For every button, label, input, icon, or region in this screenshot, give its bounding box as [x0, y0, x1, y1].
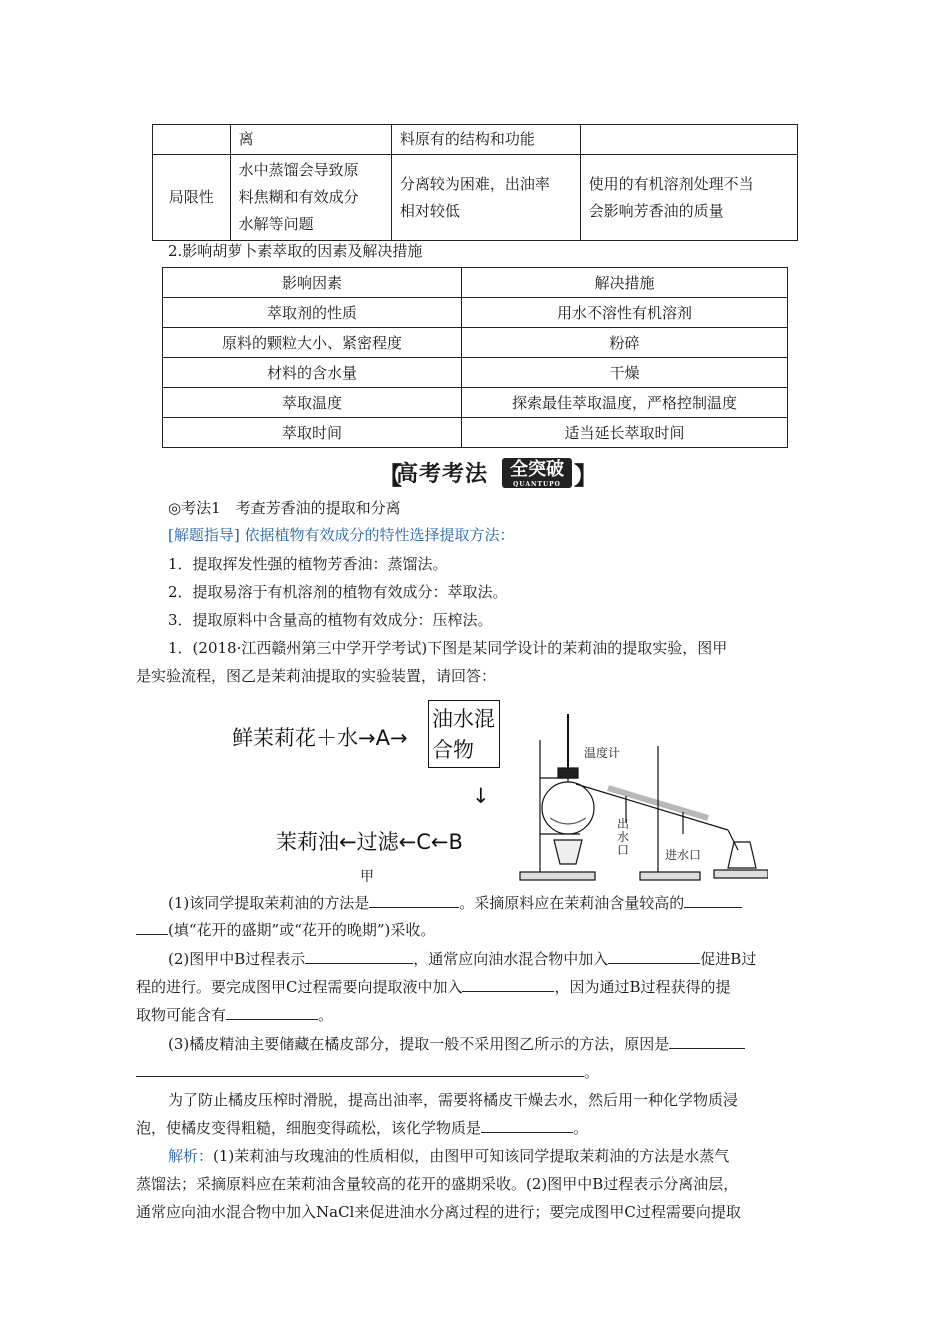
table-cell: 料原有的结构和功能 [391, 125, 580, 155]
distillation-flask [542, 782, 594, 834]
para-text: 泡，使橘皮变得粗糙，细胞变得疏松，该化学物质是 [136, 1119, 482, 1137]
table-row [153, 125, 798, 155]
para-line: 为了防止橘皮压榨时滑脱，提高出油率，需要将橘皮干燥去水，然后用一种化学物质浸 [168, 1091, 739, 1109]
section-title: 2.影响胡萝卜素萃取的因素及解决措施 [168, 242, 423, 260]
q2-text: 。 [318, 1006, 334, 1024]
answer-blank [462, 977, 554, 992]
banner-badge [502, 458, 572, 488]
flow-box-line: 合物 [432, 738, 474, 762]
receiving-flask [728, 842, 756, 868]
q1-line [136, 919, 816, 940]
table-cell: 离 [230, 125, 391, 155]
q3-text: (3)橘皮精油主要储藏在橘皮部分，提取一般不采用图乙所示的方法，原因是 [168, 1035, 670, 1053]
q1-line [136, 892, 848, 913]
q2-text: ，因为通过B过程获得的提 [554, 978, 731, 996]
flow-box [428, 700, 500, 768]
flow-top: 鲜茉莉花＋水→A→ [232, 726, 408, 750]
stopper [558, 768, 578, 778]
q3-line [136, 1033, 848, 1054]
method-item: 2．提取易溶于有机溶剂的植物有效成分：萃取法。 [168, 583, 508, 601]
q2-text: (2)图甲中B过程表示 [168, 950, 306, 968]
cell-line: 料焦糊和有效成分 [238, 188, 359, 206]
flow-box-line: 油水混 [432, 707, 495, 731]
guide-tag: [解题指导] [168, 526, 240, 544]
q2-line [136, 1004, 816, 1025]
q1-text: (1)该同学提取茉莉油的方法是 [168, 894, 370, 912]
flask-liquid [550, 818, 586, 824]
answer-blank [136, 1062, 584, 1077]
banner-badge-sub: QUANTUPO [513, 481, 561, 488]
table-cell [391, 155, 580, 241]
table-cell: 用水不溶性有机溶剂 [462, 298, 788, 328]
analysis-line: 通常应向油水混合物中加入NaCl来促进油水分离过程的进行；要完成图甲C过程需要向提取 [136, 1203, 741, 1221]
method-item: 3．提取原料中含量高的植物有效成分：压榨法。 [168, 611, 493, 629]
kaofa-title: ◎考法1 考查芳香油的提取和分离 [168, 499, 401, 517]
banner-bracket-right: 】 [574, 461, 598, 490]
banner-title: 高考考法 [396, 461, 489, 487]
question-line: 1．(2018·江西赣州第三中学开学考试)下图是某同学设计的茉莉油的提取实验，图甲 [168, 639, 728, 657]
analysis-line: 蒸馏法；采摘原料应在茉莉油含量较高的花开的盛期采收。(2)图甲中B过程表示分离油层， [136, 1175, 739, 1193]
banner-bracket-left: 【 [378, 461, 402, 490]
analysis-line [136, 1145, 848, 1166]
comparison-table [152, 124, 798, 241]
table-cell: 萃取剂的性质 [163, 298, 462, 328]
table-cell: 材料的含水量 [163, 358, 462, 388]
table-cell: 探索最佳萃取温度，严格控制温度 [462, 388, 788, 418]
answer-blank [305, 949, 413, 964]
table-row [163, 418, 788, 448]
cell-line: 水解等问题 [238, 215, 314, 233]
table-cell: 粉碎 [462, 328, 788, 358]
water-inlet-label: 进水口 [665, 848, 702, 862]
q2-text: 程的进行。要完成图甲C过程需要向提取液中加入 [136, 978, 463, 996]
alcohol-lamp [554, 840, 582, 864]
cell-line: 使用的有机溶剂处理不当 [588, 174, 754, 193]
answer-blank [608, 949, 700, 964]
para-text: 。 [573, 1119, 589, 1137]
answer-blank [684, 893, 742, 908]
table-row [163, 358, 788, 388]
table-cell: 适当延长萃取时间 [462, 418, 788, 448]
answer-blank [136, 920, 168, 935]
water-outlet-char: 水 [617, 830, 630, 844]
table-cell: 局限性 [153, 155, 231, 241]
table-cell: 干燥 [462, 358, 788, 388]
answer-blank [226, 1005, 318, 1020]
table-cell: 原料的颗粒大小、紧密程度 [163, 328, 462, 358]
q2-text: 促进B过 [700, 950, 757, 968]
stand-base-right [640, 872, 700, 880]
table-row [163, 388, 788, 418]
flow-down-arrow: ↓ [472, 784, 490, 808]
analysis-tag: 解析： [168, 1147, 214, 1165]
q3-line [136, 1061, 816, 1082]
table-cell [153, 125, 231, 155]
table-row [153, 155, 798, 241]
table-cell [230, 155, 391, 241]
cell-line: 水中蒸馏会导致原 [238, 161, 359, 179]
q2-line [136, 976, 816, 997]
table-header-row [163, 268, 788, 298]
thermometer-label: 温度计 [584, 746, 621, 760]
flask-base [714, 870, 768, 878]
water-outlet-label [617, 818, 629, 857]
table-row [163, 298, 788, 328]
q1-text: (填“花开的盛期”或“花开的晚期”)采收。 [168, 921, 436, 939]
table-header: 解决措施 [462, 268, 788, 298]
water-outlet-char: 口 [617, 843, 630, 857]
q1-text: 。采摘原料应在茉莉油含量较高的 [459, 894, 685, 912]
factors-table [162, 267, 788, 448]
method-item: 1．提取挥发性强的植物芳香油：蒸馏法。 [168, 555, 448, 573]
analysis-text: (1)茉莉油与玫瑰油的性质相似，由图甲可知该同学提取茉莉油的方法是水蒸气 [213, 1147, 730, 1165]
table-cell [580, 155, 797, 241]
para-line [136, 1117, 816, 1138]
q2-line [136, 948, 848, 969]
water-outlet-char: 出 [617, 817, 630, 831]
question-line: 是实验流程，图乙是茉莉油提取的实验装置，请回答： [136, 667, 497, 685]
banner-badge-text: 全突破 [510, 459, 564, 480]
cell-line: 会影响芳香油的质量 [588, 201, 724, 220]
table-cell: 萃取时间 [163, 418, 462, 448]
guide-line [136, 524, 848, 545]
table-cell [580, 125, 797, 155]
flow-bottom: 茉莉油←过滤←C←B [276, 830, 463, 854]
table-row [163, 328, 788, 358]
section-banner [378, 456, 598, 492]
distillation-apparatus [518, 712, 768, 884]
guide-text: 依据植物有效成分的特性选择提取方法： [244, 526, 515, 544]
condenser-inner-tube [576, 784, 728, 830]
answer-blank [669, 1034, 745, 1049]
table-cell: 萃取温度 [163, 388, 462, 418]
figure-label-jia: 甲 [360, 869, 374, 885]
answer-blank [369, 893, 459, 908]
q2-text: 取物可能含有 [136, 1006, 227, 1024]
table-header: 影响因素 [163, 268, 462, 298]
q2-text: ，通常应向油水混合物中加入 [413, 950, 609, 968]
answer-blank [481, 1118, 573, 1133]
stand-base-left [520, 872, 595, 880]
q3-text: 。 [584, 1063, 600, 1081]
cell-line: 分离较为困难，出油率 [399, 174, 550, 193]
cell-line: 相对较低 [399, 201, 460, 220]
